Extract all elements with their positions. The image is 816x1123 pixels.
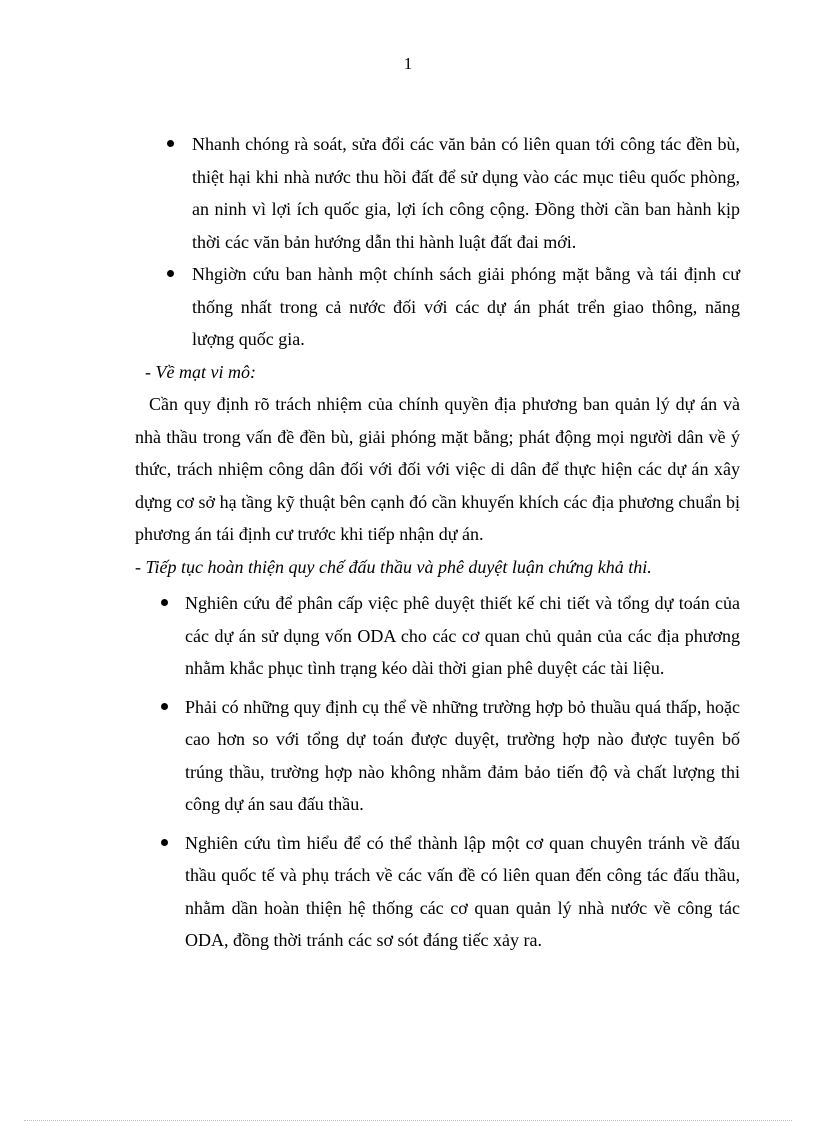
list-item-text: Nghiên cứu để phân cấp việc phê duyệt thiết kế chi tiết và tổng dự toán của các dự án sử dụng vốn ODA cho các cơ quan chủ quản của các địa phương nhằm khắc phục tình trạng kéo dài thời gian phê duyệt các tài liệu. — [185, 593, 740, 678]
list-item — [135, 827, 740, 957]
page-number: 1 — [403, 54, 413, 73]
list-item — [135, 587, 740, 685]
list-item-text: Nghiên cứu tìm hiểu để có thể thành lập một cơ quan chuyên tránh về đấu thầu quốc tế và phụ trách về các vấn đề có liên quan đến công tác đấu thầu, nhằm dần hoàn thiện hệ thống các cơ quan quản lý nhà nước về công tác ODA, đồng thời tránh các sơ sót đáng tiếc xảy ra. — [185, 832, 740, 950]
bullet-list-dau-thau — [135, 587, 740, 957]
list-item-text: Phải có những quy định cụ thể về những trường hợp bỏ thuầu quá thấp, hoặc cao hơn so với tổng dự toán được duyệt, trường hợp nào được tuyên bố trúng thầu, trường hợp nào không nhằm đảm bảo tiến độ và chất lượng thi công dự án sau đấu thầu. — [185, 696, 740, 814]
document-body — [135, 128, 740, 963]
list-item — [135, 691, 740, 821]
bullet-icon — [161, 599, 168, 606]
bullet-list-policy — [135, 128, 740, 356]
bullet-icon — [161, 703, 168, 710]
list-item — [135, 258, 740, 356]
bullet-icon — [161, 839, 168, 846]
page-bottom-divider — [24, 1120, 792, 1121]
list-item — [135, 128, 740, 258]
paragraph-vi-mo: Cần quy định rõ trách nhiệm của chính quyền địa phương ban quản lý dự án và nhà thầu trong vấn đề đền bù, giải phóng mặt bằng; phát động mọi người dân về ý thức, trách nhiệm công dân đối với đối với việc di dân để thực hiện các dự án xây dựng cơ sở hạ tầng kỹ thuật bên cạnh đó cần khuyến khích các địa phương chuẩn bị phương án tái định cư trước khi tiếp nhận dự án. — [135, 394, 740, 544]
list-item-text: Nhgiờn cứu ban hành một chính sách giải phóng mặt bằng và tái định cư thống nhất trong cả nước đối với các dự án phát trển giao thông, năng lượng quốc gia. — [192, 264, 740, 349]
section-label-vi-mo: - Về mạt vi mô: — [145, 361, 256, 382]
list-item-text: Nhanh chóng rà soát, sửa đổi các văn bản có liên quan tới công tác đền bù, thiệt hại khi nhà nước thu hồi đất để sử dụng vào các mục tiêu quốc phòng, an ninh vì lợi ích quốc gia, lợi ích công cộng. Đồng thời cần ban hành kịp thời các văn bản hướng dẫn thi hành luật đất đai mới. — [192, 134, 740, 252]
bullet-icon — [167, 270, 174, 277]
section-heading-dau-thau: - Tiếp tục hoàn thiện quy chế đấu thầu và phê duyệt luận chứng khả thi. — [135, 556, 652, 577]
bullet-icon — [167, 140, 174, 147]
